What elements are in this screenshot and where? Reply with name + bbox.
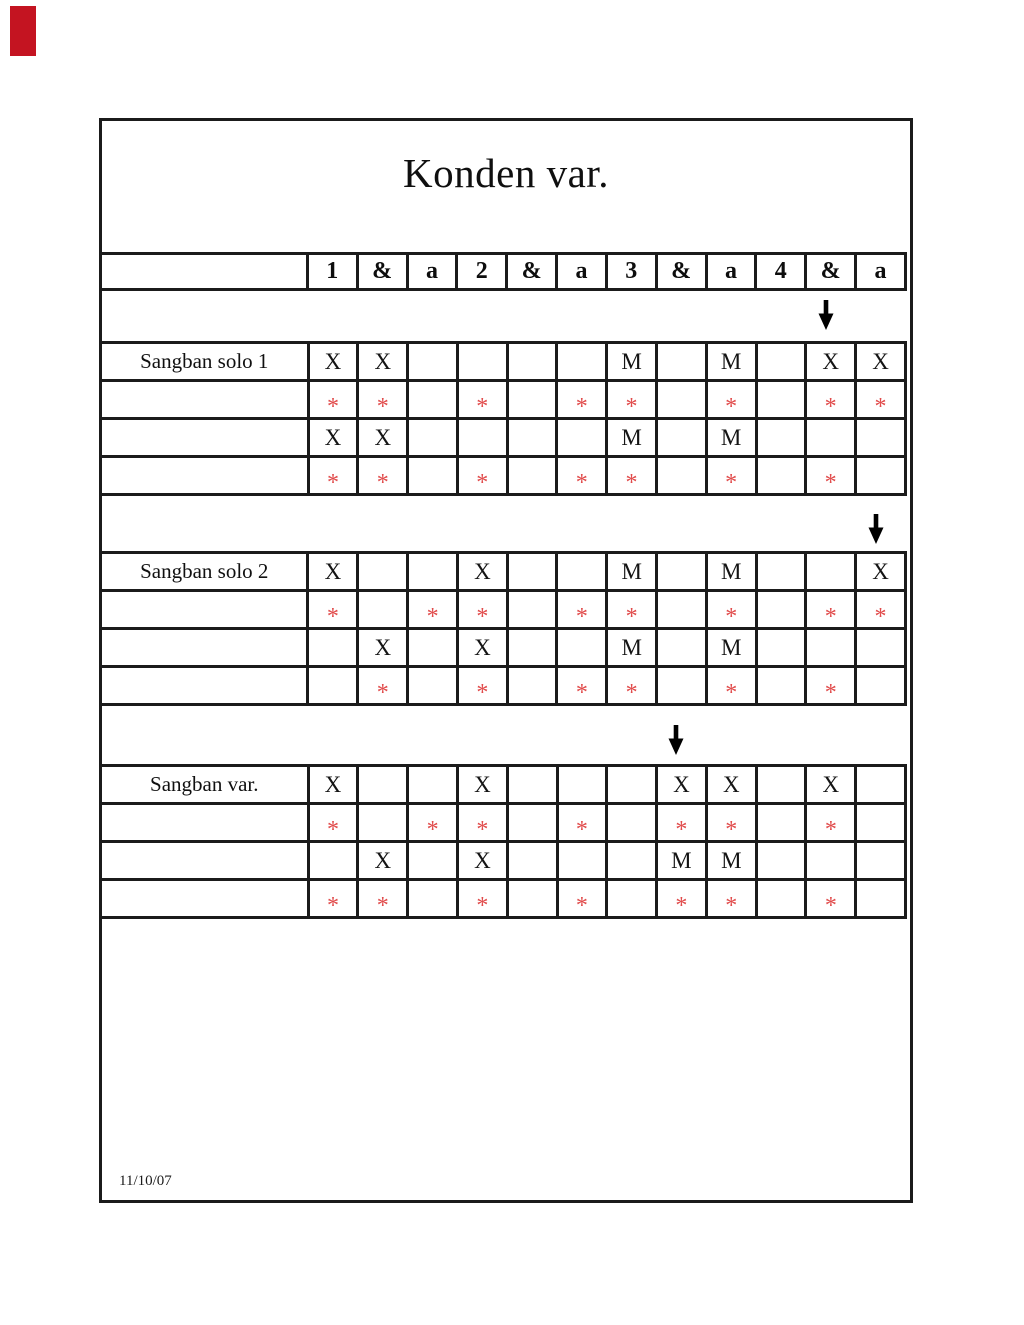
stroke-cell	[358, 591, 408, 629]
stroke-cell	[507, 553, 557, 591]
stroke-cell: X	[358, 842, 408, 880]
pulse-cell	[308, 591, 358, 629]
stroke-cell	[607, 880, 657, 918]
stroke-cell	[856, 667, 906, 705]
pulse-asterisk: *	[575, 469, 588, 495]
beat-header-cell: a	[706, 254, 756, 290]
pulse-cell	[806, 880, 856, 918]
pulse-asterisk: *	[376, 892, 389, 918]
pulse-asterisk: *	[376, 469, 389, 495]
stroke-cell	[507, 842, 557, 880]
pulse-asterisk: *	[376, 679, 389, 705]
notation-row	[101, 343, 906, 381]
stroke-cell	[507, 591, 557, 629]
pulse-cell	[706, 591, 756, 629]
pulse-cell	[457, 457, 507, 495]
stroke-cell	[408, 381, 458, 419]
pulse-asterisk: *	[725, 816, 738, 842]
stroke-cell	[756, 667, 806, 705]
stroke-cell	[358, 553, 408, 591]
pulse-asterisk: *	[426, 816, 439, 842]
stroke-cell	[507, 457, 557, 495]
stroke-cell	[507, 766, 557, 804]
pulse-cell	[607, 591, 657, 629]
stroke-cell	[557, 553, 607, 591]
pulse-asterisk: *	[476, 892, 489, 918]
page	[99, 118, 913, 1203]
pulse-asterisk: *	[625, 469, 638, 495]
stroke-cell	[308, 667, 358, 705]
row-label-cell: Sangban solo 1	[101, 343, 309, 381]
stroke-cell	[756, 419, 806, 457]
stroke-cell: X	[856, 343, 906, 381]
stroke-cell	[756, 553, 806, 591]
pulse-cell	[457, 667, 507, 705]
date-label: 11/10/07	[119, 1173, 172, 1189]
stroke-cell	[657, 419, 707, 457]
pulse-cell	[557, 667, 607, 705]
down-arrow-icon	[667, 725, 685, 755]
notation-row	[101, 591, 906, 629]
section-grid-2	[99, 551, 907, 706]
pulse-asterisk: *	[326, 892, 339, 918]
down-arrow-icon	[867, 514, 885, 544]
pulse-asterisk: *	[725, 679, 738, 705]
stroke-cell: M	[706, 629, 756, 667]
pulse-cell	[706, 457, 756, 495]
stroke-cell	[457, 343, 507, 381]
stroke-cell: X	[457, 629, 507, 667]
stroke-cell: X	[656, 766, 706, 804]
stroke-cell	[308, 629, 358, 667]
beat-header-cell: &	[507, 254, 557, 290]
pulse-cell	[358, 381, 408, 419]
stroke-cell	[756, 591, 806, 629]
pulse-cell	[557, 457, 607, 495]
pulse-asterisk: *	[476, 679, 489, 705]
pulse-cell	[358, 457, 408, 495]
notation-row	[101, 667, 906, 705]
stroke-cell: M	[706, 343, 756, 381]
pulse-cell	[806, 457, 856, 495]
pulse-asterisk: *	[326, 393, 339, 419]
pulse-cell	[557, 804, 607, 842]
stroke-cell	[408, 629, 458, 667]
row-label-cell	[101, 880, 309, 918]
pulse-asterisk: *	[575, 393, 588, 419]
pulse-cell	[308, 880, 358, 918]
pulse-asterisk: *	[476, 469, 489, 495]
stroke-cell: X	[358, 419, 408, 457]
pulse-cell	[308, 804, 358, 842]
pulse-asterisk: *	[575, 679, 588, 705]
beat-header-cell: &	[806, 254, 856, 290]
pulse-asterisk: *	[476, 393, 489, 419]
stroke-cell	[657, 629, 707, 667]
pulse-asterisk: *	[824, 679, 837, 705]
section-grid-3	[99, 764, 907, 919]
stroke-cell	[507, 381, 557, 419]
stroke-cell	[756, 766, 806, 804]
pulse-cell	[308, 381, 358, 419]
corner-red-mark	[10, 6, 36, 56]
pulse-cell	[408, 591, 458, 629]
stroke-cell	[756, 880, 806, 918]
pulse-asterisk: *	[326, 469, 339, 495]
pulse-asterisk: *	[824, 816, 837, 842]
beat-header-label-cell	[101, 254, 308, 290]
pulse-cell	[557, 381, 607, 419]
notation-row	[101, 804, 906, 842]
stroke-cell	[756, 842, 806, 880]
stroke-cell	[806, 842, 856, 880]
stroke-cell	[457, 419, 507, 457]
stroke-cell: X	[457, 553, 507, 591]
pulse-asterisk: *	[326, 816, 339, 842]
stroke-cell: X	[806, 343, 856, 381]
stroke-cell	[657, 591, 707, 629]
pulse-asterisk: *	[824, 393, 837, 419]
pulse-cell	[706, 667, 756, 705]
stroke-cell	[507, 629, 557, 667]
pulse-cell	[856, 381, 906, 419]
pulse-cell	[607, 667, 657, 705]
pulse-asterisk: *	[575, 816, 588, 842]
pulse-asterisk: *	[326, 603, 339, 629]
stroke-cell	[856, 419, 906, 457]
pulse-cell	[856, 591, 906, 629]
stroke-cell: X	[358, 343, 408, 381]
row-label-cell	[101, 591, 308, 629]
beat-header-cell: a	[407, 254, 457, 290]
page-title: Konden var.	[403, 150, 609, 196]
stroke-cell	[856, 629, 906, 667]
stroke-cell	[856, 457, 906, 495]
pulse-cell	[806, 804, 856, 842]
beat-header-cell: a	[856, 254, 906, 290]
pulse-asterisk: *	[874, 603, 887, 629]
stroke-cell	[756, 343, 806, 381]
stroke-cell	[806, 419, 856, 457]
beat-header-cell: 2	[457, 254, 507, 290]
stroke-cell	[756, 457, 806, 495]
notation-row	[101, 629, 906, 667]
pulse-cell	[408, 804, 458, 842]
pulse-asterisk: *	[675, 816, 688, 842]
stroke-cell	[657, 343, 707, 381]
notation-row	[101, 381, 906, 419]
stroke-cell: M	[607, 629, 657, 667]
stroke-cell	[557, 842, 607, 880]
pulse-asterisk: *	[824, 469, 837, 495]
stroke-cell: X	[308, 419, 358, 457]
pulse-asterisk: *	[725, 892, 738, 918]
stroke-cell: X	[308, 766, 358, 804]
stroke-cell: M	[607, 343, 657, 381]
stroke-cell	[856, 842, 906, 880]
pulse-cell	[806, 591, 856, 629]
stroke-cell	[557, 629, 607, 667]
stroke-cell	[358, 804, 408, 842]
stroke-cell: X	[806, 766, 856, 804]
row-label-cell	[101, 842, 309, 880]
notation-row	[101, 457, 906, 495]
stroke-cell	[856, 880, 906, 918]
stroke-cell: X	[856, 553, 906, 591]
pulse-asterisk: *	[725, 603, 738, 629]
stroke-cell	[507, 419, 557, 457]
stroke-cell	[657, 667, 707, 705]
pulse-asterisk: *	[476, 603, 489, 629]
stroke-cell	[607, 842, 657, 880]
stroke-cell	[806, 629, 856, 667]
stroke-cell	[806, 553, 856, 591]
stroke-cell: X	[358, 629, 408, 667]
row-label-cell	[101, 457, 309, 495]
pulse-asterisk: *	[725, 469, 738, 495]
stroke-cell	[507, 804, 557, 842]
beat-header-cell: 4	[756, 254, 806, 290]
notation-row	[101, 880, 906, 918]
pulse-cell	[557, 591, 607, 629]
stroke-cell	[408, 880, 458, 918]
pulse-cell	[557, 880, 607, 918]
stroke-cell: X	[458, 842, 508, 880]
stroke-cell	[856, 804, 906, 842]
stroke-cell	[408, 667, 458, 705]
pulse-cell	[706, 880, 756, 918]
notation-row	[101, 419, 906, 457]
stroke-cell	[408, 457, 458, 495]
beat-header-cell: &	[357, 254, 407, 290]
notation-row	[101, 842, 906, 880]
beat-header-row	[101, 254, 906, 290]
pulse-asterisk: *	[824, 603, 837, 629]
beat-header-cell: 3	[606, 254, 656, 290]
notation-row	[101, 766, 906, 804]
pulse-cell	[806, 667, 856, 705]
stroke-cell: X	[308, 553, 358, 591]
pulse-cell	[457, 591, 507, 629]
pulse-cell	[308, 457, 358, 495]
pulse-asterisk: *	[725, 393, 738, 419]
stroke-cell: M	[607, 419, 657, 457]
row-label-cell	[101, 629, 308, 667]
pulse-asterisk: *	[874, 393, 887, 419]
pulse-asterisk: *	[575, 892, 588, 918]
beat-header-cell: a	[557, 254, 607, 290]
stroke-cell: M	[656, 842, 706, 880]
row-label-cell	[101, 419, 309, 457]
down-arrow-icon	[817, 300, 835, 330]
beat-header-cell: 1	[307, 254, 357, 290]
pulse-cell	[458, 880, 508, 918]
pulse-cell	[458, 804, 508, 842]
stroke-cell: M	[607, 553, 657, 591]
stroke-cell	[557, 343, 607, 381]
row-label-cell	[101, 804, 309, 842]
stroke-cell	[557, 419, 607, 457]
stroke-cell	[657, 553, 707, 591]
stroke-cell: X	[458, 766, 508, 804]
pulse-cell	[656, 804, 706, 842]
stroke-cell	[657, 381, 707, 419]
stroke-cell	[657, 457, 707, 495]
stroke-cell	[507, 343, 557, 381]
pulse-asterisk: *	[625, 679, 638, 705]
pulse-cell	[706, 381, 756, 419]
pulse-cell	[607, 381, 657, 419]
stroke-cell: M	[706, 842, 756, 880]
stroke-cell: M	[706, 419, 756, 457]
stroke-cell: X	[706, 766, 756, 804]
stroke-cell	[756, 381, 806, 419]
stroke-cell	[358, 766, 408, 804]
pulse-asterisk: *	[426, 603, 439, 629]
stroke-cell	[408, 766, 458, 804]
pulse-cell	[457, 381, 507, 419]
stroke-cell: X	[308, 343, 358, 381]
pulse-asterisk: *	[625, 393, 638, 419]
stroke-cell	[756, 804, 806, 842]
pulse-cell	[706, 804, 756, 842]
stroke-cell	[408, 343, 458, 381]
stroke-cell	[308, 842, 358, 880]
stroke-cell	[507, 880, 557, 918]
pulse-cell	[656, 880, 706, 918]
row-label-cell: Sangban solo 2	[101, 553, 308, 591]
pulse-asterisk: *	[824, 892, 837, 918]
row-label-cell	[101, 667, 308, 705]
pulse-asterisk: *	[575, 603, 588, 629]
notation-row	[101, 553, 906, 591]
stroke-cell	[507, 667, 557, 705]
pulse-cell	[806, 381, 856, 419]
pulse-cell	[607, 457, 657, 495]
row-label-cell	[101, 381, 309, 419]
stroke-cell	[856, 766, 906, 804]
pulse-asterisk: *	[625, 603, 638, 629]
stroke-cell	[756, 629, 806, 667]
pulse-cell	[358, 667, 408, 705]
pulse-asterisk: *	[675, 892, 688, 918]
section-grid-1	[99, 341, 907, 496]
beat-header-grid	[99, 252, 907, 291]
pulse-asterisk: *	[476, 816, 489, 842]
stroke-cell	[557, 766, 607, 804]
stroke-cell	[607, 766, 657, 804]
stroke-cell	[607, 804, 657, 842]
beat-header-cell: &	[656, 254, 706, 290]
stroke-cell	[408, 419, 458, 457]
pulse-asterisk: *	[376, 393, 389, 419]
stroke-cell	[408, 842, 458, 880]
stroke-cell: M	[706, 553, 756, 591]
row-label-cell: Sangban var.	[101, 766, 309, 804]
stroke-cell	[408, 553, 458, 591]
pulse-cell	[358, 880, 408, 918]
